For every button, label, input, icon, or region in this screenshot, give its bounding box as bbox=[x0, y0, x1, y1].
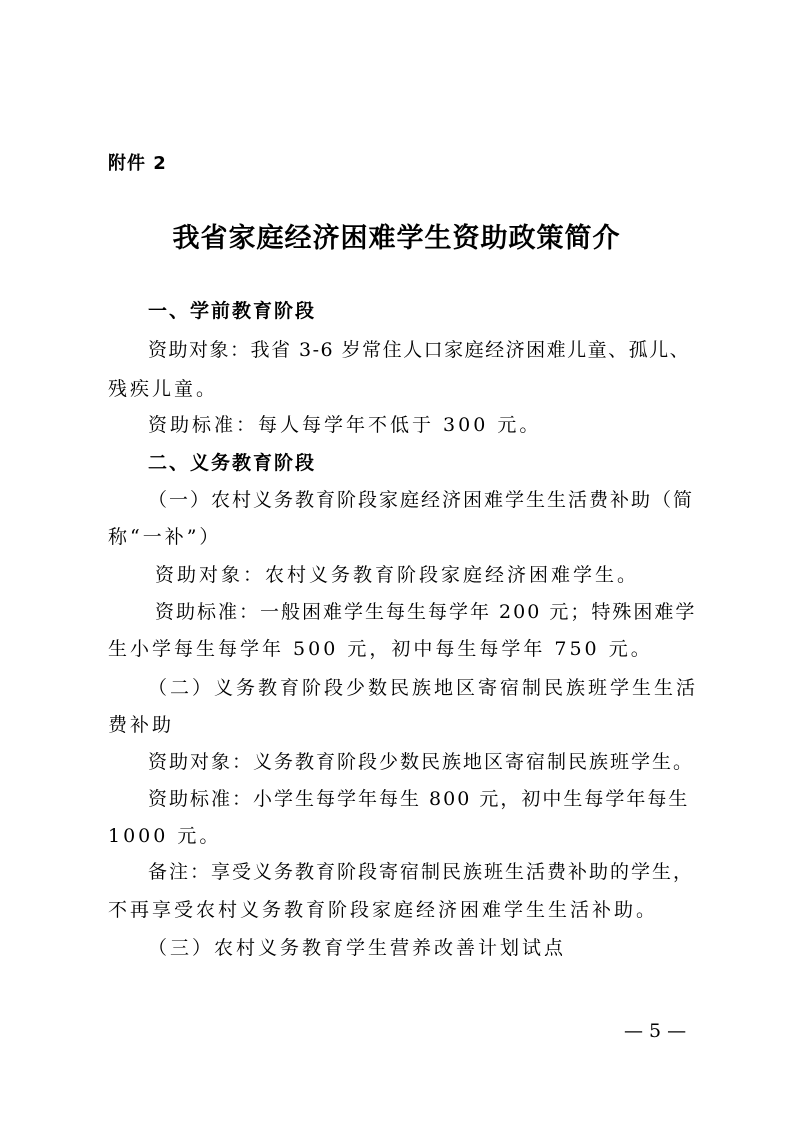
paragraph-line: 资助标准：小学生每学年每生 800 元，初中生每学年每生 bbox=[148, 788, 690, 810]
paragraph-line: 资助标准：一般困难学生每生每学年 200 元；特殊困难学 bbox=[155, 601, 697, 623]
paragraph-line: 备注：享受义务教育阶段寄宿制民族班生活费补助的学生， bbox=[148, 861, 695, 883]
section-heading-preschool: 一、学前教育阶段 bbox=[148, 300, 317, 322]
paragraph-line: 称“一补”） bbox=[108, 526, 222, 548]
document-title: 我省家庭经济困难学生资助政策简介 bbox=[172, 223, 621, 254]
page-number: — 5 — bbox=[624, 1020, 687, 1042]
subsection-heading: （一）农村义务教育阶段家庭经济困难学生生活费补助（简 bbox=[148, 489, 695, 511]
paragraph-line: 资助对象：义务教育阶段少数民族地区寄宿制民族班学生。 bbox=[148, 751, 695, 773]
paragraph-line: 残疾儿童。 bbox=[108, 378, 219, 400]
paragraph-line: 生小学每生每学年 500 元，初中每生每学年 750 元。 bbox=[108, 638, 653, 660]
paragraph-line: 费补助 bbox=[108, 714, 175, 736]
subsection-heading: （二）义务教育阶段少数民族地区寄宿制民族班学生生活 bbox=[148, 677, 699, 699]
paragraph-line: 资助对象：农村义务教育阶段家庭经济困难学生。 bbox=[155, 564, 640, 586]
section-heading-compulsory: 二、义务教育阶段 bbox=[148, 452, 317, 474]
subsection-heading: （三）农村义务教育学生营养改善计划试点 bbox=[148, 937, 567, 959]
paragraph-line: 不再享受农村义务教育阶段家庭经济困难学生生活补助。 bbox=[108, 899, 659, 921]
attachment-label: 附件 2 bbox=[108, 153, 167, 174]
paragraph-line: 资助标准：每人每学年不低于 300 元。 bbox=[148, 414, 542, 436]
paragraph-line: 1000 元。 bbox=[108, 825, 222, 847]
paragraph-line: 资助对象：我省 3-6 岁常住人口家庭经济困难儿童、孤儿、 bbox=[148, 339, 691, 361]
